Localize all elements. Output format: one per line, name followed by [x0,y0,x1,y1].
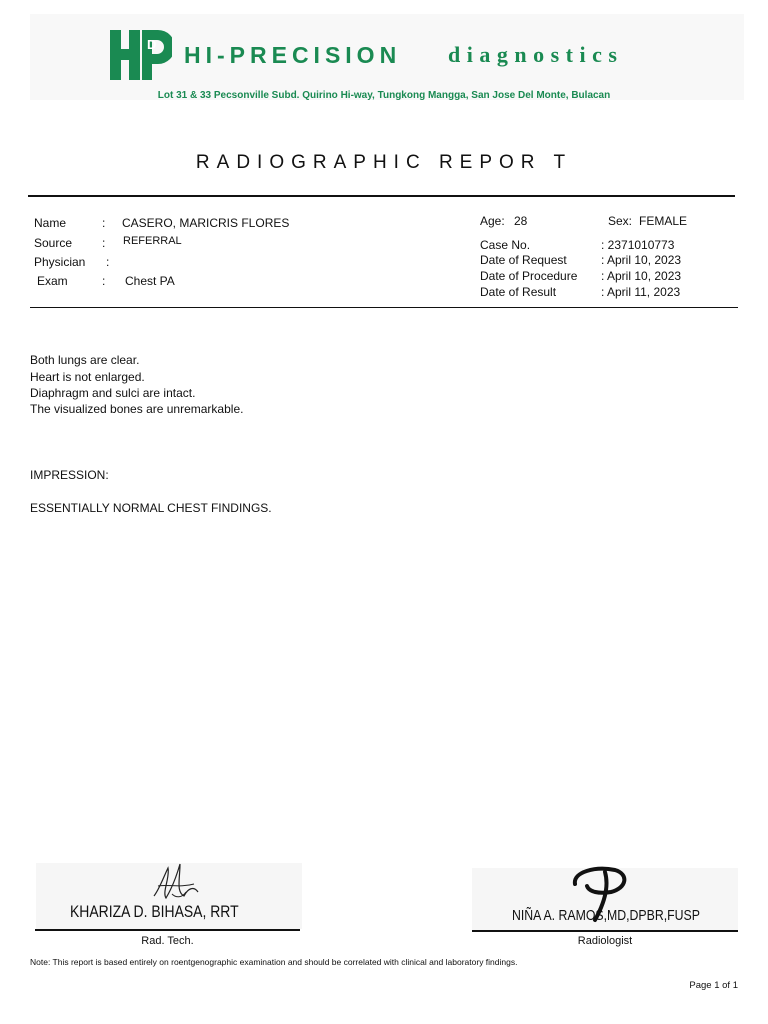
case-no-value: : 2371010773 [601,238,675,252]
company-logo [110,30,172,80]
date-procedure-value: : April 10, 2023 [601,269,682,283]
company-address: Lot 31 & 33 Pecsonville Subd. Quirino Hi-way, Tungkong Mangga, San Jose Del Monte, Bulacan [157,90,611,101]
date-procedure-label: Date of Procedure [480,269,578,283]
footer-note: Note: This report is based entirely on roentgenographic examination and should be correlated with clinical and laboratory findings. [30,957,518,967]
tech-signature [150,858,202,906]
physician-colon: : [106,255,110,269]
tech-role: Rad. Tech. [141,935,194,947]
company-subname: diagnostics [448,42,624,67]
date-result-label: Date of Result [480,285,557,299]
radiologist-name: NIÑA A. RAMOS,MD,DPBR,FUSP [512,907,700,924]
radiologist-signature-line [472,930,738,932]
radiologist-role: Radiologist [577,935,633,947]
age-label: Age: [480,214,505,228]
source-colon: : [102,236,106,250]
name-colon: : [102,216,106,230]
sex-label: Sex: [608,214,633,228]
age-value: 28 [514,214,528,228]
exam-value: Chest PA [125,274,175,288]
tech-signature-line [35,929,300,931]
name-value: CASERO, MARICRIS FLORES [122,216,290,230]
date-request-value: : April 10, 2023 [601,253,682,267]
report-title: RADIOGRAPHIC REPOR T [195,152,573,173]
finding-line: Heart is not enlarged. [30,370,145,384]
info-divider [30,307,738,308]
date-request-label: Date of Request [480,253,567,267]
top-divider [28,195,735,197]
finding-line: Both lungs are clear. [30,353,140,367]
source-value: REFERRAL [123,235,182,247]
physician-label: Physician [34,255,86,269]
page-number: Page 1 of 1 [689,980,738,991]
tech-name: KHARIZA D. BIHASA, RRT [70,902,239,921]
name-label: Name [34,216,67,230]
source-label: Source [34,236,73,250]
date-result-value: : April 11, 2023 [601,285,681,299]
impression-label: IMPRESSION: [30,468,109,482]
finding-line: The visualized bones are unremarkable. [30,402,244,416]
case-no-label: Case No. [480,238,531,252]
exam-colon: : [102,274,106,288]
company-name: HI-PRECISION [184,42,402,68]
finding-line: Diaphragm and sulci are intact. [30,386,196,400]
exam-label: Exam [37,274,68,288]
impression-text: ESSENTIALLY NORMAL CHEST FINDINGS. [30,501,272,515]
svg-text:D: D [147,37,157,52]
sex-value: FEMALE [639,214,688,228]
